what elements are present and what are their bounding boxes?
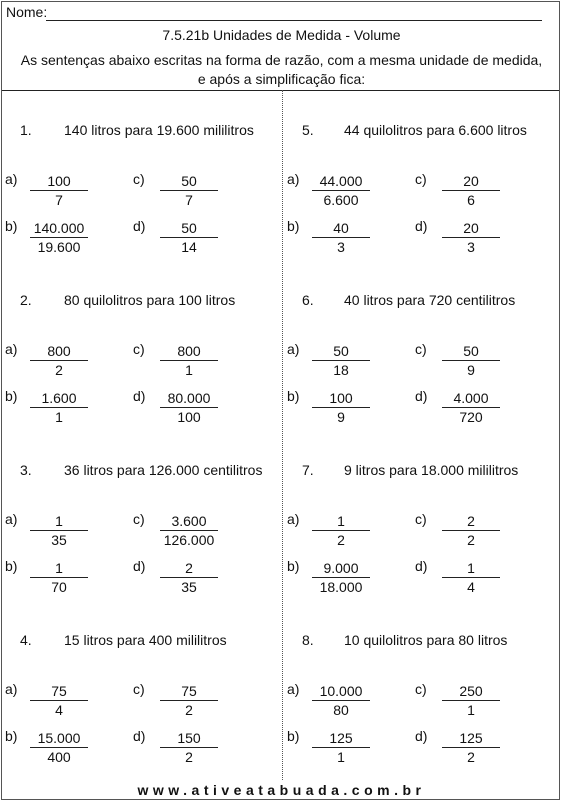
- option-letter[interactable]: d): [133, 558, 146, 574]
- fraction-denominator: 4: [467, 579, 475, 595]
- option-letter[interactable]: d): [133, 388, 146, 404]
- fraction-denominator: 1: [55, 409, 63, 425]
- option-fraction: [30, 390, 88, 426]
- question-block: [0, 285, 280, 455]
- option-fraction: [160, 683, 218, 719]
- name-label: Nome:: [6, 4, 48, 20]
- option-fraction: [30, 173, 88, 209]
- option-fraction: [160, 343, 218, 379]
- option-letter[interactable]: c): [133, 511, 145, 527]
- fraction-numerator: 50: [312, 343, 370, 361]
- name-field-line[interactable]: [46, 20, 542, 21]
- option-letter[interactable]: c): [133, 681, 145, 697]
- question-number: 4.: [20, 632, 32, 648]
- option-letter[interactable]: b): [287, 728, 300, 744]
- option-letter[interactable]: d): [415, 218, 428, 234]
- option-letter[interactable]: a): [287, 681, 300, 697]
- fraction-numerator: 1: [312, 513, 370, 531]
- option-fraction: [442, 560, 500, 596]
- option-letter[interactable]: a): [5, 681, 18, 697]
- fraction-denominator: 35: [181, 579, 197, 595]
- fraction-numerator: 1: [30, 513, 88, 531]
- option-letter[interactable]: d): [133, 728, 146, 744]
- fraction-denominator: 2: [467, 532, 475, 548]
- fraction-numerator: 250: [442, 683, 500, 701]
- option-letter[interactable]: b): [287, 388, 300, 404]
- option-fraction: [160, 220, 218, 256]
- question-block: [282, 455, 562, 625]
- option-fraction: [312, 513, 370, 549]
- fraction-numerator: 800: [30, 343, 88, 361]
- option-fraction: [442, 173, 500, 209]
- option-letter[interactable]: a): [287, 341, 300, 357]
- question-number: 2.: [20, 292, 32, 308]
- question-block: [282, 625, 562, 795]
- option-fraction: [442, 390, 500, 426]
- fraction-denominator: 2: [337, 532, 345, 548]
- fraction-denominator: 9: [337, 409, 345, 425]
- fraction-numerator: 80.000: [160, 390, 218, 408]
- instruction-line-1: As sentenças abaixo escritas na forma de razão, com a mesma unidade de medida,: [20, 52, 543, 68]
- option-letter[interactable]: b): [287, 218, 300, 234]
- option-fraction: [160, 730, 218, 766]
- option-fraction: [312, 173, 370, 209]
- fraction-denominator: 720: [459, 409, 483, 425]
- question-text: 80 quilolitros para 100 litros: [64, 292, 236, 308]
- question-block: [0, 625, 280, 795]
- option-letter[interactable]: a): [5, 341, 18, 357]
- fraction-denominator: 126.000: [163, 532, 215, 548]
- option-letter[interactable]: a): [5, 171, 18, 187]
- fraction-numerator: 4.000: [442, 390, 500, 408]
- option-letter[interactable]: a): [287, 511, 300, 527]
- option-letter[interactable]: b): [287, 558, 300, 574]
- option-fraction: [30, 730, 88, 766]
- question-text: 36 litros para 126.000 centilitros: [64, 462, 263, 478]
- question-block: [0, 455, 280, 625]
- option-fraction: [442, 730, 500, 766]
- fraction-numerator: 2: [160, 560, 218, 578]
- question-number: 8.: [302, 632, 314, 648]
- option-letter[interactable]: a): [5, 511, 18, 527]
- option-fraction: [30, 513, 88, 549]
- fraction-numerator: 3.600: [160, 513, 218, 531]
- header-divider: [2, 90, 559, 91]
- fraction-denominator: 3: [337, 239, 345, 255]
- question-block: [282, 285, 562, 455]
- option-letter[interactable]: b): [5, 728, 18, 744]
- option-fraction: [160, 390, 218, 426]
- fraction-denominator: 2: [467, 749, 475, 765]
- fraction-numerator: 125: [442, 730, 500, 748]
- fraction-numerator: 50: [160, 220, 218, 238]
- fraction-denominator: 14: [181, 239, 197, 255]
- option-letter[interactable]: d): [415, 728, 428, 744]
- fraction-denominator: 70: [51, 579, 67, 595]
- fraction-numerator: 20: [442, 173, 500, 191]
- option-fraction: [312, 343, 370, 379]
- option-letter[interactable]: b): [5, 558, 18, 574]
- fraction-numerator: 150: [160, 730, 218, 748]
- question-number: 5.: [302, 122, 314, 138]
- instruction-line-2: e após a simplificação fica:: [197, 71, 366, 87]
- fraction-numerator: 1: [30, 560, 88, 578]
- fraction-denominator: 7: [185, 192, 193, 208]
- fraction-denominator: 7: [55, 192, 63, 208]
- fraction-numerator: 9.000: [312, 560, 370, 578]
- fraction-denominator: 2: [55, 362, 63, 378]
- fraction-denominator: 6: [467, 192, 475, 208]
- fraction-numerator: 50: [442, 343, 500, 361]
- option-fraction: [312, 390, 370, 426]
- option-fraction: [160, 513, 218, 549]
- question-text: 9 litros para 18.000 mililitros: [344, 462, 519, 478]
- question-number: 7.: [302, 462, 314, 478]
- question-text: 40 litros para 720 centilitros: [344, 292, 516, 308]
- question-block: [282, 115, 562, 285]
- fraction-denominator: 4: [55, 702, 63, 718]
- option-fraction: [30, 683, 88, 719]
- fraction-numerator: 20: [442, 220, 500, 238]
- option-letter[interactable]: c): [415, 341, 427, 357]
- fraction-denominator: 19.600: [37, 239, 81, 255]
- option-fraction: [30, 220, 88, 256]
- option-fraction: [30, 343, 88, 379]
- option-letter[interactable]: c): [133, 341, 145, 357]
- option-letter[interactable]: b): [5, 388, 18, 404]
- fraction-denominator: 6.600: [323, 192, 359, 208]
- question-number: 6.: [302, 292, 314, 308]
- fraction-numerator: 2: [442, 513, 500, 531]
- fraction-numerator: 1.600: [30, 390, 88, 408]
- fraction-numerator: 75: [160, 683, 218, 701]
- option-letter[interactable]: b): [5, 218, 18, 234]
- option-letter[interactable]: a): [287, 171, 300, 187]
- fraction-denominator: 100: [177, 409, 201, 425]
- option-fraction: [312, 730, 370, 766]
- option-fraction: [442, 513, 500, 549]
- fraction-numerator: 15.000: [30, 730, 88, 748]
- question-text: 44 quilolitros para 6.600 litros: [344, 122, 527, 138]
- option-fraction: [160, 173, 218, 209]
- fraction-denominator: 18.000: [319, 579, 363, 595]
- option-fraction: [312, 560, 370, 596]
- option-fraction: [312, 220, 370, 256]
- fraction-numerator: 75: [30, 683, 88, 701]
- question-number: 3.: [20, 462, 32, 478]
- question-number: 1.: [20, 122, 32, 138]
- fraction-numerator: 100: [312, 390, 370, 408]
- fraction-numerator: 10.000: [312, 683, 370, 701]
- fraction-denominator: 2: [185, 702, 193, 718]
- option-fraction: [160, 560, 218, 596]
- option-fraction: [442, 220, 500, 256]
- site-url: www.ativeatabuada.com.br: [137, 782, 426, 798]
- option-letter[interactable]: d): [133, 218, 146, 234]
- question-block: [0, 115, 280, 285]
- fraction-denominator: 1: [337, 749, 345, 765]
- option-fraction: [312, 683, 370, 719]
- fraction-denominator: 3: [467, 239, 475, 255]
- fraction-denominator: 400: [47, 749, 71, 765]
- option-fraction: [30, 560, 88, 596]
- fraction-numerator: 50: [160, 173, 218, 191]
- question-text: 140 litros para 19.600 mililitros: [64, 122, 254, 138]
- worksheet-title: 7.5.21b Unidades de Medida - Volume: [162, 27, 401, 43]
- option-letter[interactable]: d): [415, 558, 428, 574]
- fraction-denominator: 1: [467, 702, 475, 718]
- fraction-denominator: 80: [333, 702, 349, 718]
- option-fraction: [442, 343, 500, 379]
- question-text: 15 litros para 400 mililitros: [64, 632, 227, 648]
- fraction-denominator: 35: [51, 532, 67, 548]
- fraction-denominator: 9: [467, 362, 475, 378]
- fraction-numerator: 100: [30, 173, 88, 191]
- fraction-numerator: 140.000: [30, 220, 88, 238]
- fraction-denominator: 2: [185, 749, 193, 765]
- fraction-denominator: 18: [333, 362, 349, 378]
- fraction-numerator: 1: [442, 560, 500, 578]
- option-letter[interactable]: d): [415, 388, 428, 404]
- option-letter[interactable]: c): [415, 511, 427, 527]
- fraction-numerator: 800: [160, 343, 218, 361]
- fraction-denominator: 1: [185, 362, 193, 378]
- option-letter[interactable]: c): [133, 171, 145, 187]
- fraction-numerator: 40: [312, 220, 370, 238]
- fraction-numerator: 44.000: [312, 173, 370, 191]
- option-letter[interactable]: c): [415, 171, 427, 187]
- fraction-numerator: 125: [312, 730, 370, 748]
- option-letter[interactable]: c): [415, 681, 427, 697]
- option-fraction: [442, 683, 500, 719]
- question-text: 10 quilolitros para 80 litros: [344, 632, 508, 648]
